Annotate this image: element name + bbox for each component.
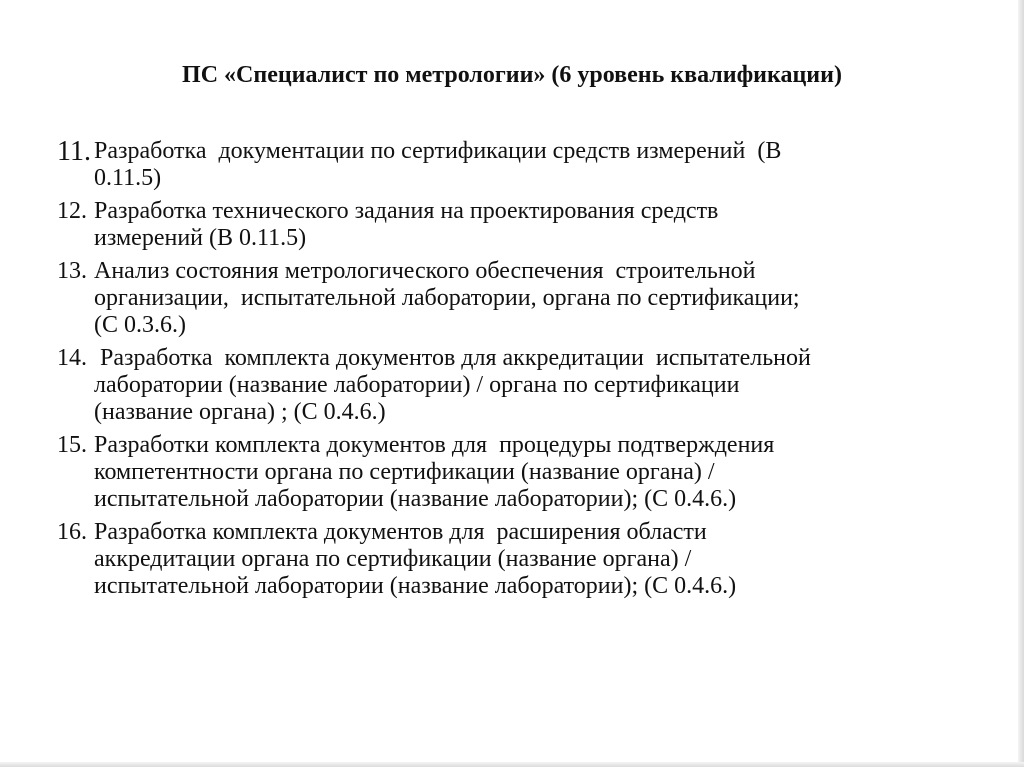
item-text-line: испытательной лаборатории (название лаборатории); (С 0.4.6.) [94,573,737,599]
list-item-13 [57,258,957,339]
item-text-line: Разработка комплекта документов для расширения области [94,519,707,545]
slide-bottom-edge [0,762,1024,767]
item-text-line: организации, испытательной лаборатории, органа по сертификации; [94,285,800,311]
item-text-line: Анализ состояния метрологического обеспечения строительной [94,258,756,284]
item-text-line: (С 0.3.6.) [94,312,186,338]
item-number: 14. [57,345,87,371]
item-text-line: лаборатории (название лаборатории) / органа по сертификации [94,372,740,398]
item-text-line: Разработка технического задания на проектирования средств [94,198,719,224]
list-item-16 [57,519,957,600]
item-number: 11. [57,136,91,167]
item-number: 13. [57,258,87,284]
item-text-line: компетентности органа по сертификации (название органа) / [94,459,715,485]
item-text-line: (название органа) ; (С 0.4.6.) [94,399,386,425]
list-item-11 [57,138,957,192]
list-item-14 [57,345,957,426]
item-text-line: 0.11.5) [94,165,162,191]
slide-right-edge [1018,0,1024,767]
slide-title: ПС «Специалист по метрологии» (6 уровень квалификации) [182,62,842,88]
item-text-line: Разработка комплекта документов для аккредитации испытательной [94,345,811,371]
item-text-line: Разработки комплекта документов для процедуры подтверждения [94,432,775,458]
item-text-line: измерений (В 0.11.5) [94,225,307,251]
item-text-line: аккредитации органа по сертификации (название органа) / [94,546,692,572]
item-text-line: испытательной лаборатории (название лаборатории); (С 0.4.6.) [94,486,737,512]
item-number: 16. [57,519,87,545]
item-number: 12. [57,198,87,224]
list-item-15 [57,432,957,513]
list-item-12 [57,198,957,252]
item-list [57,138,957,606]
item-number: 15. [57,432,87,458]
item-text-line: Разработка документации по сертификации средств измерений (В [94,138,782,164]
